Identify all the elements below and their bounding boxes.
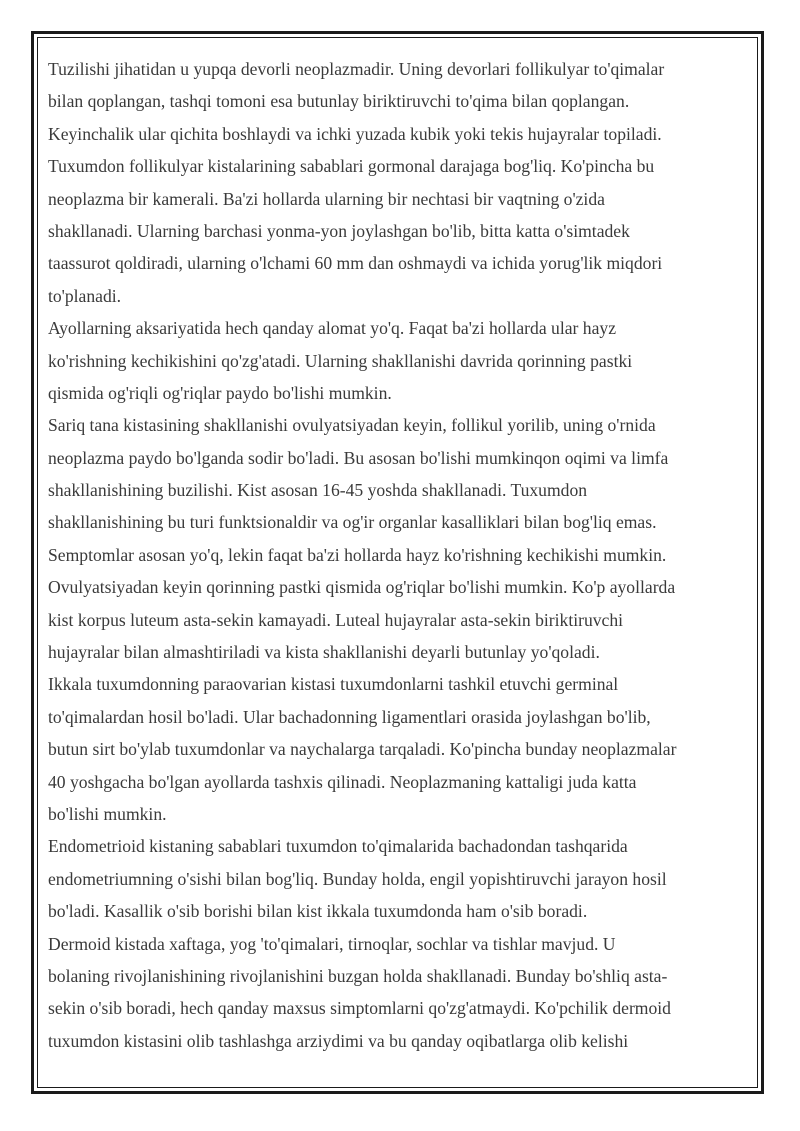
text-line-16: Semptomlar asosan yo'q, lekin faqat ba'zi hollarda hayz ko'rishning kechikishi mumkin. [48,544,667,565]
text-line-12: Sariq tana kistasining shakllanishi ovulyatsiyadan keyin, follikul yorilib, uning o'rnida [48,415,656,436]
text-line-6: shakllanadi. Ularning barchasi yonma-yon joylashgan bo'lib, bitta katta o'simtadek [48,220,630,241]
text-line-23: 40 yoshgacha bo'lgan ayollarda tashxis qilinadi. Neoplazmaning kattaligi juda katta [48,771,637,792]
text-line-2: bilan qoplangan, tashqi tomoni esa butunlay biriktiruvchi to'qima bilan qoplangan. [48,91,630,112]
document-body [48,53,758,1057]
text-line-28: Dermoid kistada xaftaga, yog 'to'qimalari, tirnoqlar, sochlar va tishlar mavjud. U [48,933,616,954]
text-line-24: bo'lishi mumkin. [48,803,167,824]
text-line-17: Ovulyatsiyadan keyin qorinning pastki qismida og'riqlar bo'lishi mumkin. Ko'p ayollarda [48,577,676,598]
text-line-4: Tuxumdon follikulyar kistalarining sabablari gormonal darajaga bog'liq. Ko'pincha bu [48,156,655,177]
text-line-15: shakllanishining bu turi funktsionaldir va og'ir organlar kasalliklari bilan bog'liq emas. [48,512,657,533]
text-line-11: qismida og'riqli og'riqlar paydo bo'lishi mumkin. [48,382,392,403]
text-line-18: kist korpus luteum asta-sekin kamayadi. Luteal hujayralar asta-sekin biriktiruvchi [48,609,624,630]
text-line-31: tuxumdon kistasini olib tashlashga arziydimi va bu qanday oqibatlarga olib kelishi [48,1030,629,1051]
text-line-30: sekin o'sib boradi, hech qanday maxsus simptomlarni qo'zg'atmaydi. Ko'pchilik dermoid [48,998,671,1019]
text-line-25: Endometrioid kistaning sabablari tuxumdon to'qimalarida bachadondan tashqarida [48,836,628,857]
text-line-22: butun sirt bo'ylab tuxumdonlar va naychalarga tarqaladi. Ko'pincha bunday neoplazmalar [48,739,677,760]
text-line-8: to'planadi. [48,285,122,306]
text-line-14: shakllanishining buzilishi. Kist asosan 16-45 yoshda shakllanadi. Tuxumdon [48,480,588,501]
text-line-9: Ayollarning aksariyatida hech qanday alomat yo'q. Faqat ba'zi hollarda ular hayz [48,318,617,339]
text-line-29: bolaning rivojlanishining rivojlanishini buzgan holda shakllanadi. Bunday bo'shliq asta- [48,965,668,986]
text-line-3: Keyinchalik ular qichita boshlaydi va ichki yuzada kubik yoki tekis hujayralar topiladi. [48,123,662,144]
text-line-1: Tuzilishi jihatidan u yupqa devorli neoplazmadir. Uning devorlari follikulyar to'qimalar [48,59,665,79]
text-line-10: ko'rishning kechikishini qo'zg'atadi. Ularning shakllanishi davrida qorinning pastki [48,350,633,371]
text-line-27: bo'ladi. Kasallik o'sib borishi bilan kist ikkala tuxumdonda ham o'sib boradi. [48,901,588,922]
text-line-20: Ikkala tuxumdonning paraovarian kistasi tuxumdonlarni tashkil etuvchi germinal [48,674,619,695]
text-line-21: to'qimalardan hosil bo'ladi. Ular bachadonning ligamentlari orasida joylashgan bo'lib, [48,706,651,727]
text-line-13: neoplazma paydo bo'lganda sodir bo'ladi. Bu asosan bo'lishi mumkinqon oqimi va limfa [48,447,669,468]
text-line-19: hujayralar bilan almashtiriladi va kista shakllanishi deyarli butunlay yo'qoladi. [48,642,600,663]
text-line-7: taassurot qoldiradi, ularning o'lchami 60 mm dan oshmaydi va ichida yorug'lik miqdori [48,253,663,274]
text-line-26: endometriumning o'sishi bilan bog'liq. Bunday holda, engil yopishtiruvchi jarayon hosil [48,868,667,889]
text-line-5: neoplazma bir kamerali. Ba'zi hollarda ularning bir nechtasi bir vaqtning o'zida [48,188,605,209]
